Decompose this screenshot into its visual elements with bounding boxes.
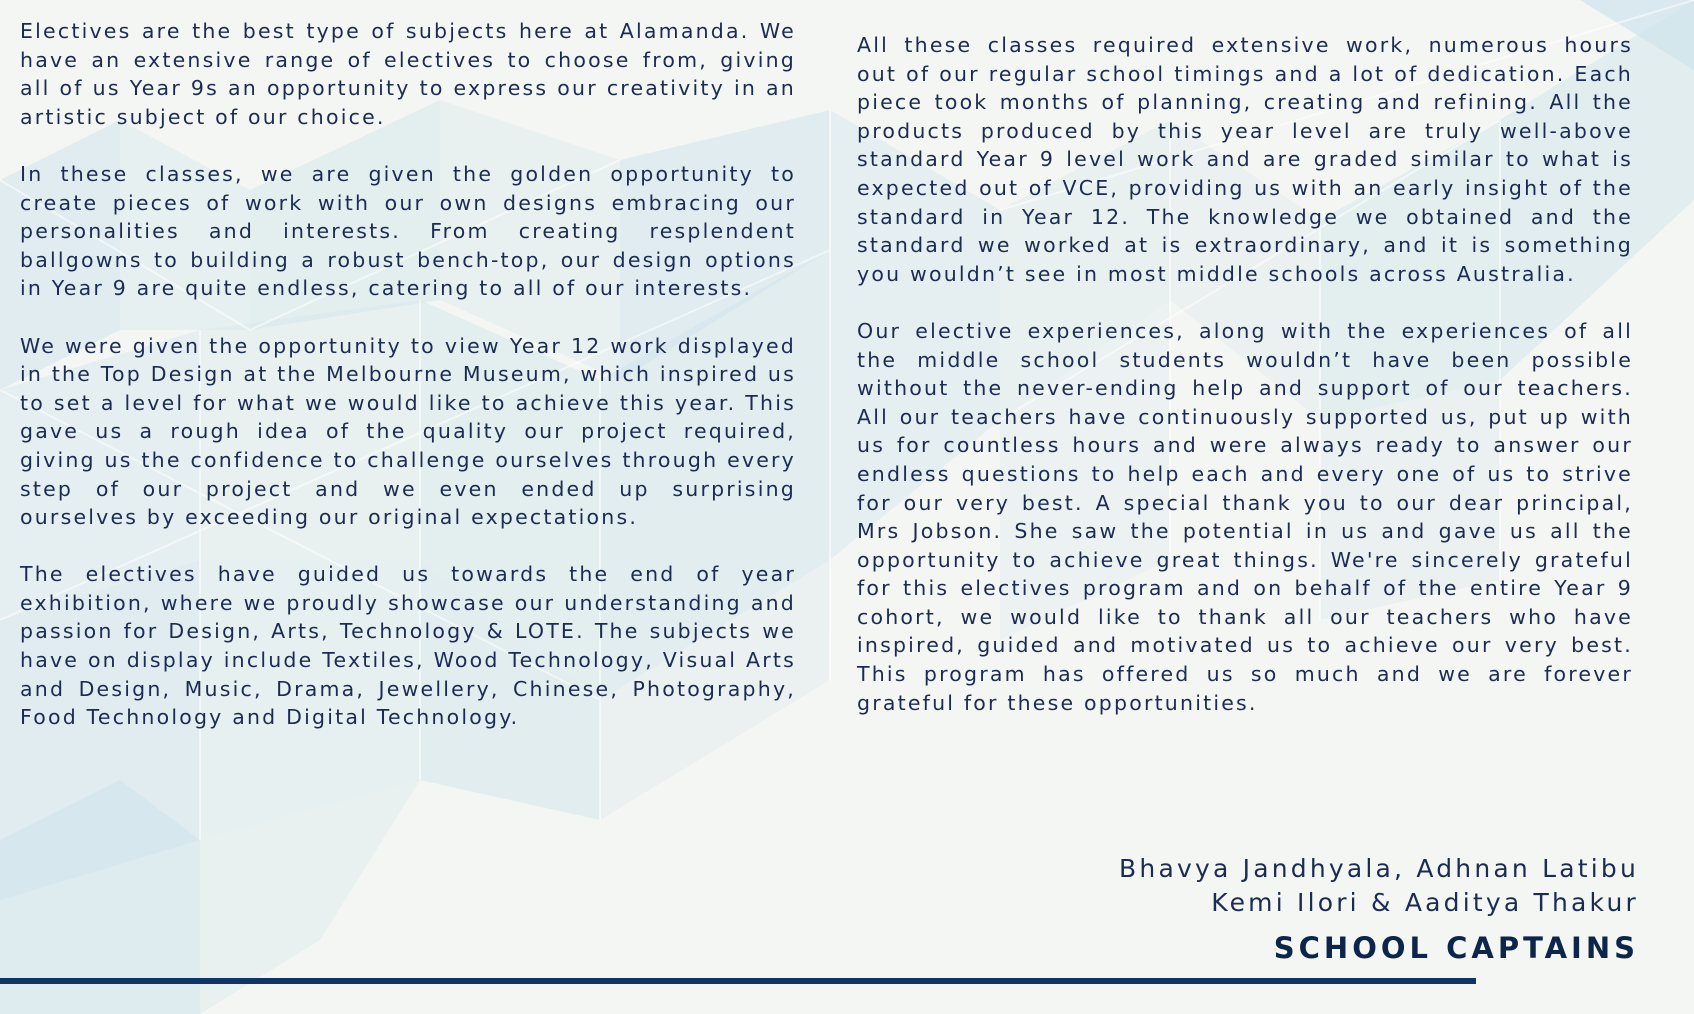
footer-divider [0,978,1476,984]
signature-names-line-1: Bhavya Jandhyala, Adhnan Latibu [1119,854,1639,883]
thanks-paragraph: Our elective experiences, along with the experiences of all the middle school students wouldn’t have been possible without the never-ending help and support of our teachers. All our teachers have continuously supported us, put up with us for countless hours and were always ready to answer our endless questions to help each and every one of us to strive for our very best. A special thank you to our dear principal, Mrs Jobson. She saw the potential in us and gave us all the opportunity to achieve great things. We're sincerely grateful for this electives program and on behalf of the entire Year 9 cohort, we would like to thank all our teachers who have inspired, guided and motivated us to achieve our very best. This program has offered us so much and we are forever grateful for these opportunities. [857,318,1633,715]
museum-paragraph: We were given the opportunity to view Year 12 work displayed in the Top Design at the Melbourne Museum, which inspired us to set a level for what we would like to achieve this year. This gave us a rough idea of the quality our project required, giving us the confidence to challenge ourselves through every step of our project and we even ended up surprising ourselves by exceeding our original expectations. [20,333,796,530]
signature-names-line-2: Kemi Ilori & Aaditya Thakur [1211,888,1639,917]
right-column [857,31,1633,746]
work-paragraph: All these classes required extensive work, numerous hours out of our regular school timings and a lot of dedication. Each piece took months of planning, creating and refining. All the products produced by this year level are truly well-above standard Year 9 level work and are graded similar to what is expected out of VCE, providing us with an early insight of the standard in Year 12. The knowledge we obtained and the standard we worked at is extraordinary, and it is something you wouldn’t see in most middle schools across Australia. [857,33,1633,286]
left-column [20,17,796,760]
exhibition-paragraph: The electives have guided us towards the end of year exhibition, where we proudly showcase our understanding and passion for Design, Arts, Technology & LOTE. The subjects we have on display include Textiles, Wood Technology, Visual Arts and Design, Music, Drama, Jewellery, Chinese, Photography, Food Technology and Digital Technology. [20,562,796,730]
classes-paragraph: In these classes, we are given the golden opportunity to create pieces of work with our own designs embracing our personalities and interests. From creating resplendent ballgowns to building a robust bench-top, our design options in Year 9 are quite endless, catering to all of our interests. [20,161,796,301]
signature-role: SCHOOL CAPTAINS [1273,931,1639,965]
signature-block [1119,852,1639,920]
intro-paragraph: Electives are the best type of subjects here at Alamanda. We have an extensive range of electives to choose from, giving all of us Year 9s an opportunity to express our creativity in an artistic subject of our choice. [20,19,796,129]
